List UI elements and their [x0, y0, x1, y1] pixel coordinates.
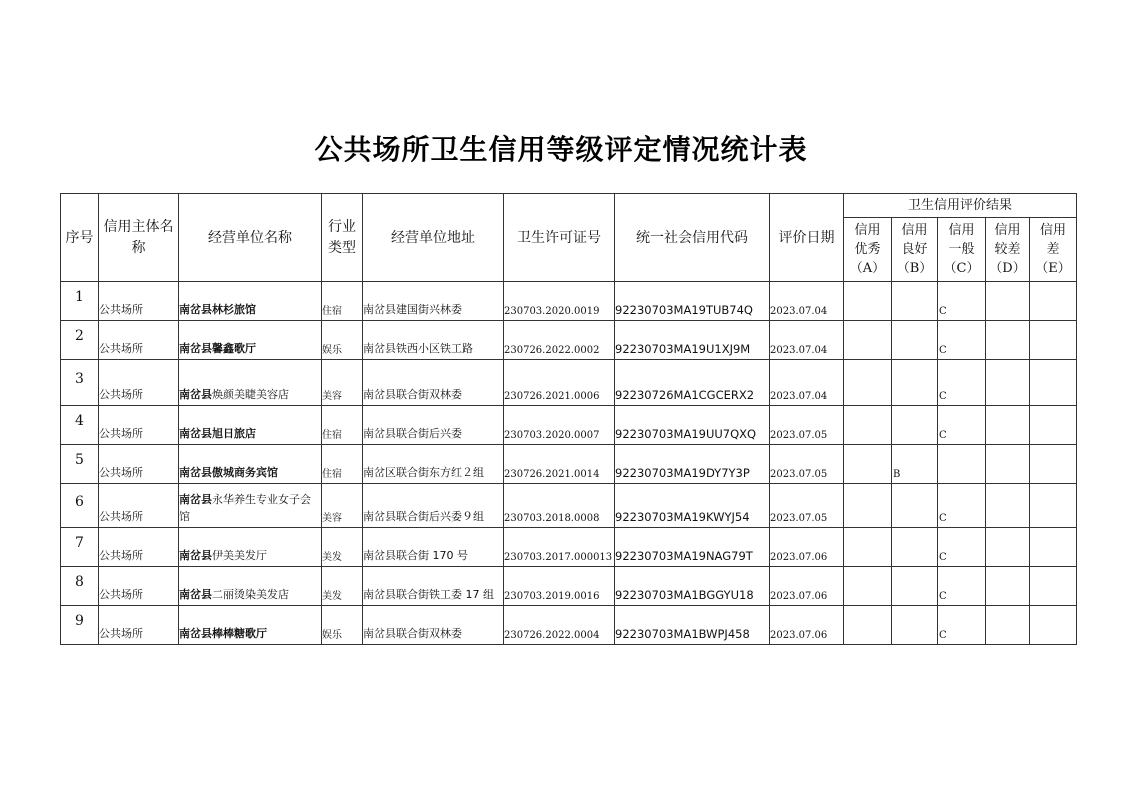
cell-seq: 8	[61, 567, 99, 606]
cell-grade-d	[986, 445, 1030, 484]
cell-grade-a	[844, 282, 892, 321]
cell-address: 南岔区联合街东方红２组	[363, 445, 504, 484]
cell-address: 南岔县联合街双林委	[363, 360, 504, 406]
cell-license: 230703.2019.0016	[504, 567, 615, 606]
cell-industry: 住宿	[322, 406, 363, 445]
cell-grade-b	[892, 567, 938, 606]
cell-address: 南岔县建国街兴林委	[363, 282, 504, 321]
table-row	[61, 528, 1077, 567]
cell-industry: 娱乐	[322, 606, 363, 645]
cell-grade-e	[1030, 567, 1077, 606]
cell-grade-e	[1030, 445, 1077, 484]
cell-eval-date: 2023.07.04	[770, 282, 844, 321]
cell-grade-a	[844, 321, 892, 360]
cell-eval-date: 2023.07.05	[770, 406, 844, 445]
cell-industry: 娱乐	[322, 321, 363, 360]
cell-grade-d	[986, 360, 1030, 406]
cell-address: 南岔县联合街后兴委	[363, 406, 504, 445]
cell-license: 230726.2022.0004	[504, 606, 615, 645]
cell-credit-code: 92230703MA1BGGYU18	[615, 567, 770, 606]
cell-grade-b	[892, 406, 938, 445]
cell-seq: 6	[61, 484, 99, 528]
cell-industry: 住宿	[322, 445, 363, 484]
table-row	[61, 484, 1077, 528]
cell-grade-e	[1030, 528, 1077, 567]
cell-credit-code: 92230703MA19NAG79T	[615, 528, 770, 567]
cell-subject: 公共场所	[99, 360, 179, 406]
cell-grade-b	[892, 606, 938, 645]
header-credit-code: 统一社会信用代码	[615, 194, 770, 282]
cell-eval-date: 2023.07.04	[770, 360, 844, 406]
header-industry: 行业类型	[322, 194, 363, 282]
cell-subject: 公共场所	[99, 445, 179, 484]
cell-unit-name: 南岔县永华养生专业女子会馆	[179, 484, 322, 528]
cell-industry: 美容	[322, 360, 363, 406]
header-grade-e: 信用 差 （E）	[1030, 218, 1077, 282]
cell-grade-a	[844, 406, 892, 445]
cell-seq: 3	[61, 360, 99, 406]
cell-eval-date: 2023.07.04	[770, 321, 844, 360]
cell-subject: 公共场所	[99, 282, 179, 321]
cell-subject: 公共场所	[99, 567, 179, 606]
credit-rating-table	[60, 193, 1077, 645]
cell-subject: 公共场所	[99, 321, 179, 360]
cell-eval-date: 2023.07.05	[770, 484, 844, 528]
cell-unit-name: 南岔县棒棒糖歌厅	[179, 606, 322, 645]
cell-grade-c: C	[938, 321, 986, 360]
cell-license: 230703.2018.0008	[504, 484, 615, 528]
cell-grade-c: C	[938, 606, 986, 645]
cell-grade-b: B	[892, 445, 938, 484]
cell-seq: 5	[61, 445, 99, 484]
header-address: 经营单位地址	[363, 194, 504, 282]
cell-grade-b	[892, 360, 938, 406]
cell-grade-a	[844, 528, 892, 567]
cell-grade-e	[1030, 282, 1077, 321]
table-row	[61, 406, 1077, 445]
cell-address: 南岔县联合街 170 号	[363, 528, 504, 567]
cell-subject: 公共场所	[99, 528, 179, 567]
cell-unit-name: 南岔县旭日旅店	[179, 406, 322, 445]
cell-grade-c: C	[938, 406, 986, 445]
cell-grade-a	[844, 567, 892, 606]
cell-grade-c: C	[938, 360, 986, 406]
table-row	[61, 360, 1077, 406]
cell-grade-c: C	[938, 282, 986, 321]
table-row	[61, 445, 1077, 484]
cell-grade-b	[892, 321, 938, 360]
cell-license: 230703.2017.000013	[504, 528, 615, 567]
cell-address: 南岔县铁西小区铁工路	[363, 321, 504, 360]
cell-grade-d	[986, 484, 1030, 528]
cell-grade-e	[1030, 484, 1077, 528]
cell-grade-c	[938, 445, 986, 484]
cell-grade-d	[986, 406, 1030, 445]
cell-credit-code: 92230703MA19KWYJ54	[615, 484, 770, 528]
cell-grade-e	[1030, 321, 1077, 360]
cell-grade-d	[986, 321, 1030, 360]
table-row	[61, 606, 1077, 645]
cell-grade-e	[1030, 606, 1077, 645]
cell-grade-c: C	[938, 528, 986, 567]
cell-industry: 住宿	[322, 282, 363, 321]
cell-seq: 7	[61, 528, 99, 567]
cell-grade-a	[844, 606, 892, 645]
header-eval-date: 评价日期	[770, 194, 844, 282]
header-grade-c: 信用 一般 （C）	[938, 218, 986, 282]
header-grade-d: 信用 较差 （D）	[986, 218, 1030, 282]
cell-unit-name: 南岔县焕颜美睫美容店	[179, 360, 322, 406]
cell-grade-e	[1030, 360, 1077, 406]
cell-subject: 公共场所	[99, 606, 179, 645]
cell-grade-a	[844, 360, 892, 406]
cell-subject: 公共场所	[99, 484, 179, 528]
table-row	[61, 567, 1077, 606]
cell-credit-code: 92230726MA1CGCERX2	[615, 360, 770, 406]
cell-seq: 2	[61, 321, 99, 360]
cell-credit-code: 92230703MA19UU7QXQ	[615, 406, 770, 445]
cell-license: 230703.2020.0007	[504, 406, 615, 445]
header-result-group: 卫生信用评价结果	[844, 194, 1077, 218]
cell-grade-b	[892, 282, 938, 321]
cell-unit-name: 南岔县馨鑫歌厅	[179, 321, 322, 360]
cell-seq: 9	[61, 606, 99, 645]
cell-grade-b	[892, 484, 938, 528]
table-row	[61, 282, 1077, 321]
cell-grade-d	[986, 282, 1030, 321]
header-subject: 信用主体名称	[99, 194, 179, 282]
cell-credit-code: 92230703MA1BWPJ458	[615, 606, 770, 645]
cell-grade-d	[986, 606, 1030, 645]
cell-grade-c: C	[938, 484, 986, 528]
header-grade-a: 信用 优秀 （A）	[844, 218, 892, 282]
cell-seq: 1	[61, 282, 99, 321]
cell-license: 230703.2020.0019	[504, 282, 615, 321]
cell-license: 230726.2021.0014	[504, 445, 615, 484]
cell-credit-code: 92230703MA19DY7Y3P	[615, 445, 770, 484]
cell-eval-date: 2023.07.05	[770, 445, 844, 484]
cell-unit-name: 南岔县林杉旅馆	[179, 282, 322, 321]
cell-eval-date: 2023.07.06	[770, 567, 844, 606]
cell-seq: 4	[61, 406, 99, 445]
cell-eval-date: 2023.07.06	[770, 528, 844, 567]
cell-grade-d	[986, 528, 1030, 567]
header-unit-name: 经营单位名称	[179, 194, 322, 282]
cell-grade-d	[986, 567, 1030, 606]
header-license: 卫生许可证号	[504, 194, 615, 282]
cell-unit-name: 南岔县伊美美发厅	[179, 528, 322, 567]
cell-address: 南岔县联合街后兴委９组	[363, 484, 504, 528]
cell-unit-name: 南岔县二丽烫染美发店	[179, 567, 322, 606]
cell-industry: 美发	[322, 567, 363, 606]
cell-address: 南岔县联合街双林委	[363, 606, 504, 645]
cell-unit-name: 南岔县傲城商务宾馆	[179, 445, 322, 484]
header-seq: 序号	[61, 194, 99, 282]
cell-grade-b	[892, 528, 938, 567]
cell-credit-code: 92230703MA19TUB74Q	[615, 282, 770, 321]
cell-subject: 公共场所	[99, 406, 179, 445]
cell-grade-a	[844, 445, 892, 484]
cell-industry: 美容	[322, 484, 363, 528]
page-title: 公共场所卫生信用等级评定情况统计表	[314, 133, 808, 166]
cell-credit-code: 92230703MA19U1XJ9M	[615, 321, 770, 360]
cell-address: 南岔县联合街铁工委 17 组	[363, 567, 504, 606]
cell-license: 230726.2021.0006	[504, 360, 615, 406]
cell-grade-a	[844, 484, 892, 528]
cell-eval-date: 2023.07.06	[770, 606, 844, 645]
header-grade-b: 信用 良好 （B）	[892, 218, 938, 282]
cell-grade-e	[1030, 406, 1077, 445]
cell-license: 230726.2022.0002	[504, 321, 615, 360]
table-row	[61, 321, 1077, 360]
cell-industry: 美发	[322, 528, 363, 567]
cell-grade-c: C	[938, 567, 986, 606]
